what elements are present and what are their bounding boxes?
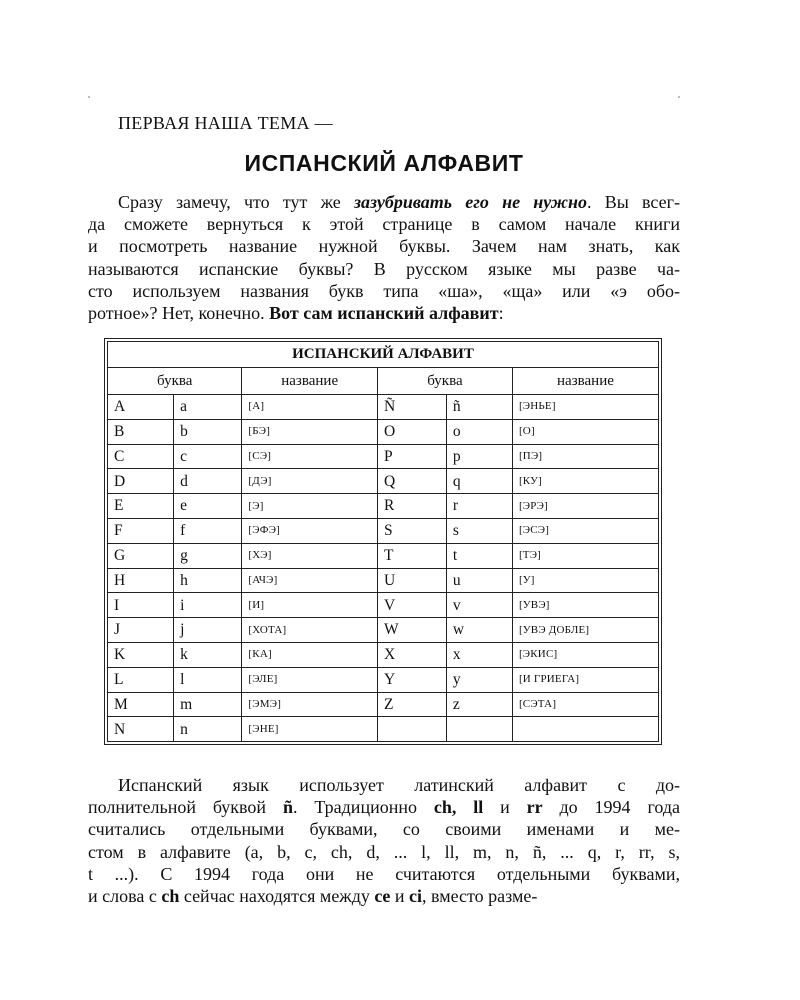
letter-lower-cell: w — [446, 618, 512, 643]
text-line — [88, 213, 680, 235]
text-run: t ...). С 1994 года они не считаются отдельными буквами, — [88, 863, 680, 884]
letter-lower-cell: c — [174, 444, 242, 469]
emphasis-text: ch, ll — [433, 797, 484, 818]
letter-lower-cell: t — [446, 543, 512, 568]
letter-name-cell: [ЭЛЕ] — [242, 667, 378, 692]
text-line — [88, 841, 680, 863]
text-run: Испанский язык использует латинский алфавит с до- — [118, 775, 680, 795]
text-line — [88, 796, 680, 818]
table-row — [108, 395, 659, 420]
letter-name-cell: [ТЭ] — [512, 543, 658, 568]
text-run: . Традиционно — [292, 797, 434, 818]
letter-upper-cell: N — [108, 717, 174, 742]
letter-name-cell: [ХЭ] — [242, 543, 378, 568]
letter-name-cell: [О] — [512, 419, 658, 444]
text-run: . Вы всег- — [586, 192, 680, 212]
letter-name-cell: [УВЭ ДОБЛЕ] — [512, 618, 658, 643]
letter-upper-cell: F — [108, 518, 174, 543]
table-row — [108, 444, 659, 469]
text-run: до 1994 года — [542, 797, 681, 818]
letter-upper-cell: J — [108, 618, 174, 643]
table-row — [108, 469, 659, 494]
letter-upper-cell: E — [108, 494, 174, 519]
table-row — [108, 568, 659, 593]
table-row — [108, 593, 659, 618]
letter-name-cell: [ЭНЕ] — [242, 717, 378, 742]
text-run: , вместо разме- — [422, 885, 538, 906]
letter-name-cell: [ХОТА] — [242, 618, 378, 643]
letter-lower-cell: a — [174, 395, 242, 420]
emphasis-text: ñ — [282, 797, 293, 818]
text-line — [88, 885, 680, 907]
header-name-left: название — [242, 368, 378, 395]
letter-upper-cell: P — [377, 444, 446, 469]
letter-lower-cell: l — [174, 667, 242, 692]
table-row — [108, 543, 659, 568]
text-line — [88, 774, 680, 796]
text-run: да сможете вернуться к этой странице в самом начале книги — [88, 214, 680, 235]
table-row — [108, 494, 659, 519]
letter-lower-cell: i — [174, 593, 242, 618]
letter-name-cell: [ЭМЭ] — [242, 692, 378, 717]
outro-paragraph — [88, 774, 680, 907]
letter-lower-cell: h — [174, 568, 242, 593]
letter-name-cell: [Э] — [242, 494, 378, 519]
letter-lower-cell: ñ — [446, 395, 512, 420]
letter-lower-cell: v — [446, 593, 512, 618]
letter-name-cell: [КУ] — [512, 469, 658, 494]
letter-lower-cell: f — [174, 518, 242, 543]
table-row — [108, 692, 659, 717]
header-letter-left: буква — [108, 368, 242, 395]
emphasis-text: зазубривать его не нужно — [353, 192, 587, 212]
letter-upper-cell: U — [377, 568, 446, 593]
letter-lower-cell: z — [446, 692, 512, 717]
text-run: называются испанские буквы? В русском языке мы разве ча- — [88, 258, 680, 279]
letter-lower-cell: p — [446, 444, 512, 469]
letter-name-cell: [СЭ] — [242, 444, 378, 469]
letter-name-cell: [ЭСЭ] — [512, 518, 658, 543]
letter-name-cell: [ЭНЬЕ] — [512, 395, 658, 420]
letter-upper-cell — [377, 717, 446, 742]
text-run: полнительной буквой — [88, 797, 283, 818]
letter-upper-cell: M — [108, 692, 174, 717]
letter-lower-cell — [446, 717, 512, 742]
letter-name-cell: [ДЭ] — [242, 469, 378, 494]
letter-upper-cell: A — [108, 395, 174, 420]
text-run: считались отдельными буквами, со своими именами и ме- — [88, 819, 680, 840]
letter-lower-cell: n — [174, 717, 242, 742]
letter-lower-cell: j — [174, 618, 242, 643]
text-run: и слова с — [88, 885, 162, 906]
letter-upper-cell: O — [377, 419, 446, 444]
text-line — [88, 280, 680, 302]
text-line — [88, 191, 680, 213]
letter-upper-cell: Ñ — [377, 395, 446, 420]
letter-upper-cell: K — [108, 642, 174, 667]
table-row — [108, 419, 659, 444]
letter-upper-cell: G — [108, 543, 174, 568]
letter-upper-cell: Q — [377, 469, 446, 494]
text-run: ротное»? Нет, конечно. — [88, 302, 270, 323]
letter-name-cell: [ЭФЭ] — [242, 518, 378, 543]
alphabet-table — [104, 338, 662, 745]
text-line — [88, 863, 680, 885]
header-name-right: название — [512, 368, 658, 395]
emphasis-text: ce — [374, 885, 391, 906]
letter-upper-cell: S — [377, 518, 446, 543]
table-row — [108, 642, 659, 667]
emphasis-text: rr — [526, 797, 543, 818]
text-line — [88, 258, 680, 280]
letter-upper-cell: L — [108, 667, 174, 692]
text-run: сейчас находятся между — [179, 885, 375, 906]
table-row — [108, 618, 659, 643]
letter-upper-cell: R — [377, 494, 446, 519]
letter-lower-cell: d — [174, 469, 242, 494]
letter-lower-cell: s — [446, 518, 512, 543]
text-run: и — [483, 797, 527, 818]
text-run: Сразу замечу, что тут же — [118, 192, 354, 212]
letter-name-cell: [СЭТА] — [512, 692, 658, 717]
letter-upper-cell: B — [108, 419, 174, 444]
letter-lower-cell: y — [446, 667, 512, 692]
table-row — [108, 717, 659, 742]
letter-upper-cell: V — [377, 593, 446, 618]
text-run: : — [498, 302, 504, 323]
letter-upper-cell: C — [108, 444, 174, 469]
letter-lower-cell: o — [446, 419, 512, 444]
letter-name-cell: [УВЭ] — [512, 593, 658, 618]
text-run: и посмотреть название нужной буквы. Зачем нам знать, как — [88, 236, 680, 257]
table-row — [108, 667, 659, 692]
letter-name-cell: [БЭ] — [242, 419, 378, 444]
letter-name-cell: [У] — [512, 568, 658, 593]
letter-upper-cell: T — [377, 543, 446, 568]
letter-name-cell: [ЭКИС] — [512, 642, 658, 667]
letter-upper-cell: H — [108, 568, 174, 593]
text-line — [88, 818, 680, 840]
letter-lower-cell: k — [174, 642, 242, 667]
text-run: и — [390, 885, 410, 906]
emphasis-text: Вот сам испанский алфавит — [269, 302, 499, 323]
letter-lower-cell: e — [174, 494, 242, 519]
letter-name-cell: [КА] — [242, 642, 378, 667]
letter-upper-cell: X — [377, 642, 446, 667]
letter-upper-cell: D — [108, 469, 174, 494]
text-run: стом в алфавите (a, b, c, ch, d, ... l, ll, m, n, ñ, ... q, r, rr, s, — [88, 841, 680, 862]
emphasis-text: ch — [161, 885, 180, 906]
letter-name-cell: [И] — [242, 593, 378, 618]
letter-lower-cell: r — [446, 494, 512, 519]
text-run: сто используем названия букв типа «ша», «ща» или «э обо- — [88, 280, 680, 301]
text-line — [88, 302, 680, 324]
table-row — [108, 518, 659, 543]
intro-paragraph — [88, 191, 680, 324]
emphasis-text: ci — [409, 885, 423, 906]
letter-lower-cell: x — [446, 642, 512, 667]
letter-name-cell: [АЧЭ] — [242, 568, 378, 593]
letter-lower-cell: u — [446, 568, 512, 593]
letter-name-cell: [ЭРЭ] — [512, 494, 658, 519]
letter-upper-cell: Y — [377, 667, 446, 692]
header-letter-right: буква — [377, 368, 512, 395]
letter-upper-cell: I — [108, 593, 174, 618]
section-kicker: ПЕРВАЯ НАША ТЕМА — — [118, 113, 333, 133]
letter-name-cell: [И ГРИЕГА] — [512, 667, 658, 692]
letter-lower-cell: m — [174, 692, 242, 717]
letter-lower-cell: g — [174, 543, 242, 568]
table-caption: ИСПАНСКИЙ АЛФАВИТ — [108, 342, 659, 368]
letter-name-cell: [А] — [242, 395, 378, 420]
letter-upper-cell: W — [377, 618, 446, 643]
letter-name-cell — [512, 717, 658, 742]
letter-name-cell: [ПЭ] — [512, 444, 658, 469]
text-line — [88, 235, 680, 257]
letter-upper-cell: Z — [377, 692, 446, 717]
letter-lower-cell: b — [174, 419, 242, 444]
page-title: ИСПАНСКИЙ АЛФАВИТ — [244, 150, 524, 176]
letter-lower-cell: q — [446, 469, 512, 494]
